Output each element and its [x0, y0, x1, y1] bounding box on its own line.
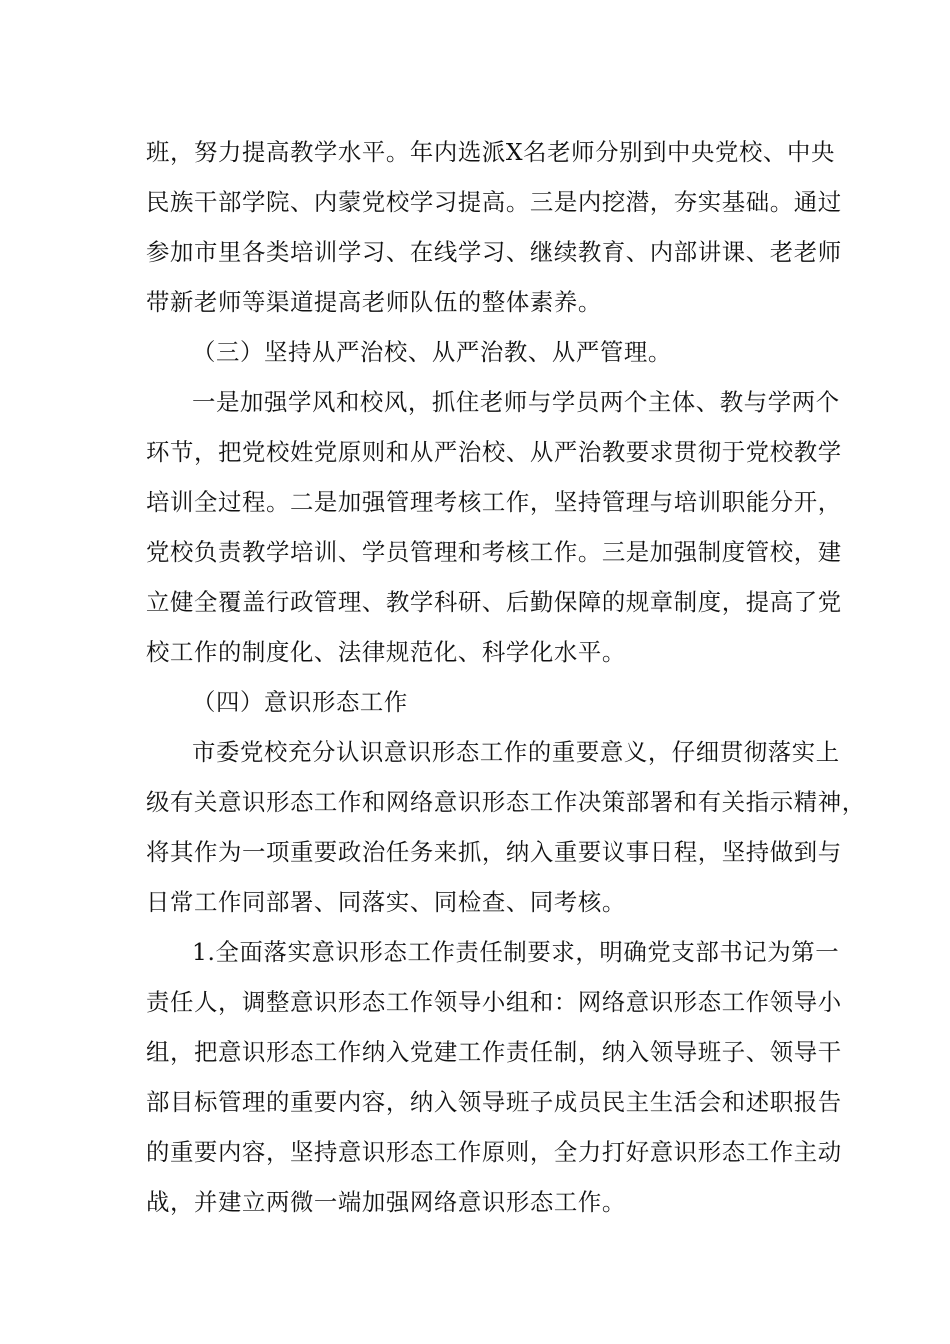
body-text-line: 组，把意识形态工作纳入党建工作责任制，纳入领导班子、领导干 — [146, 1038, 842, 1066]
body-text-line: 一是加强学风和校风，抓住老师与学员两个主体、教与学两个 — [192, 388, 840, 416]
body-text-line: 培训全过程。二是加强管理考核工作，坚持管理与培训职能分开， — [146, 488, 842, 516]
body-text-line: 校工作的制度化、法律规范化、科学化水平。 — [146, 638, 626, 666]
body-text-line: 环节，把党校姓党原则和从严治校、从严治教要求贯彻于党校教学 — [146, 438, 842, 466]
body-text-line: 责任人，调整意识形态工作领导小组和：网络意识形态工作领导小 — [146, 988, 842, 1016]
body-text-line: 战，并建立两微一端加强网络意识形态工作。 — [146, 1188, 626, 1216]
body-text-line: 立健全覆盖行政管理、教学科研、后勤保障的规章制度，提高了党 — [146, 588, 842, 616]
body-text-line: 级有关意识形态工作和网络意识形态工作决策部署和有关指示精神， — [146, 788, 866, 816]
body-text-line: 带新老师等渠道提高老师队伍的整体素养。 — [146, 288, 602, 316]
body-text-line: 部目标管理的重要内容，纳入领导班子成员民主生活会和述职报告 — [146, 1088, 842, 1116]
body-text-line: 的重要内容，坚持意识形态工作原则，全力打好意识形态工作主动 — [146, 1138, 842, 1166]
body-text-line: 将其作为一项重要政治任务来抓，纳入重要议事日程，坚持做到与 — [146, 838, 842, 866]
body-text-line: 市委党校充分认识意识形态工作的重要意义，仔细贯彻落实上 — [192, 738, 840, 766]
section-heading: （四）意识形态工作 — [192, 688, 408, 716]
body-text-line: 日常工作同部署、同落实、同检查、同考核。 — [146, 888, 626, 916]
body-text-line: 党校负责教学培训、学员管理和考核工作。三是加强制度管校，建 — [146, 538, 842, 566]
body-text-line: 民族干部学院、内蒙党校学习提高。三是内挖潜，夯实基础。通过 — [146, 188, 842, 216]
body-text-line: 参加市里各类培训学习、在线学习、继续教育、内部讲课、老老师 — [146, 238, 842, 266]
section-heading: （三）坚持从严治校、从严治教、从严管理。 — [192, 338, 672, 366]
body-text-line: 1.全面落实意识形态工作责任制要求，明确党支部书记为第一 — [192, 938, 840, 966]
body-text-line: 班，努力提高教学水平。年内选派X名老师分别到中央党校、中央 — [146, 138, 835, 166]
